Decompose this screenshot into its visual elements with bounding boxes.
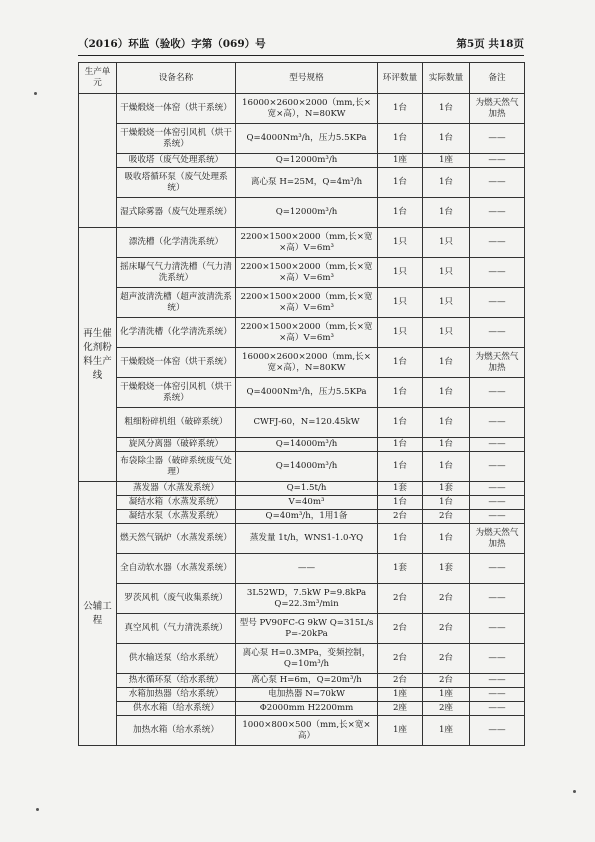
page-header [78, 36, 524, 52]
note-cell: —— [470, 154, 525, 168]
table-row [79, 168, 525, 198]
spec-cell: CWFJ-60，N=120.45kW [236, 408, 378, 438]
eia-quantity-cell: 2台 [378, 674, 423, 688]
actual-quantity-cell: 2座 [423, 702, 470, 716]
spec-cell: Q=14000m³/h [236, 438, 378, 452]
equipment-name-cell: 超声波清洗槽（超声波清洗系统） [117, 288, 236, 318]
equipment-name-cell: 布袋除尘器（破碎系统废气处理） [117, 452, 236, 482]
spec-cell: 离心泵 H=0.3MPa，变频控制，Q=10m³/h [236, 644, 378, 674]
table-row [79, 584, 525, 614]
spec-cell: 2200×1500×2000（mm,长×宽×高）V=6m³ [236, 318, 378, 348]
eia-quantity-cell: 2台 [378, 584, 423, 614]
note-cell: —— [470, 378, 525, 408]
table-row [79, 408, 525, 438]
note-cell: —— [470, 614, 525, 644]
note-cell: —— [470, 674, 525, 688]
table-row [79, 524, 525, 554]
eia-quantity-cell: 1台 [378, 124, 423, 154]
eia-quantity-cell: 1套 [378, 482, 423, 496]
equipment-name-cell: 蒸发器（水蒸发系统） [117, 482, 236, 496]
note-cell: —— [470, 168, 525, 198]
eia-quantity-cell: 1座 [378, 154, 423, 168]
spec-cell: Q=4000Nm³/h，压力5.5KPa [236, 378, 378, 408]
column-header: 型号规格 [236, 63, 378, 94]
note-cell: —— [470, 702, 525, 716]
equipment-name-cell: 加热水箱（给水系统） [117, 716, 236, 746]
header-rule [78, 55, 524, 56]
eia-quantity-cell: 1台 [378, 94, 423, 124]
note-cell: —— [470, 438, 525, 452]
note-cell: —— [470, 688, 525, 702]
actual-quantity-cell: 1台 [423, 348, 470, 378]
eia-quantity-cell: 1座 [378, 688, 423, 702]
note-cell: —— [470, 584, 525, 614]
column-header: 环评数量 [378, 63, 423, 94]
note-cell: —— [470, 644, 525, 674]
table-row [79, 554, 525, 584]
equipment-name-cell: 漂洗槽（化学清洗系统） [117, 228, 236, 258]
spec-cell: 电加热器 N=70kW [236, 688, 378, 702]
spec-cell: Q=40m³/h，1用1备 [236, 510, 378, 524]
table-row [79, 482, 525, 496]
actual-quantity-cell: 1台 [423, 438, 470, 452]
table-row [79, 644, 525, 674]
spec-cell: Q=4000Nm³/h，压力5.5KPa [236, 124, 378, 154]
equipment-name-cell: 粗细粉碎机组（破碎系统） [117, 408, 236, 438]
note-cell: —— [470, 228, 525, 258]
eia-quantity-cell: 1只 [378, 318, 423, 348]
note-cell: —— [470, 482, 525, 496]
eia-quantity-cell: 1台 [378, 408, 423, 438]
actual-quantity-cell: 1台 [423, 496, 470, 510]
table-row [79, 288, 525, 318]
equipment-name-cell: 供水水箱（给水系统） [117, 702, 236, 716]
note-cell: —— [470, 198, 525, 228]
spec-cell: Q=12000m³/h [236, 198, 378, 228]
actual-quantity-cell: 2台 [423, 584, 470, 614]
actual-quantity-cell: 1只 [423, 228, 470, 258]
spec-cell: 16000×2600×2000（mm,长×宽×高），N=80KW [236, 348, 378, 378]
actual-quantity-cell: 2台 [423, 510, 470, 524]
spec-cell: Q=12000m³/h [236, 154, 378, 168]
eia-quantity-cell: 1台 [378, 496, 423, 510]
table-row [79, 510, 525, 524]
page-total: 18 [498, 38, 514, 50]
spec-cell: 2200×1500×2000（mm,长×宽×高）V=6m³ [236, 288, 378, 318]
eia-quantity-cell: 1只 [378, 288, 423, 318]
actual-quantity-cell: 1只 [423, 288, 470, 318]
table-row [79, 124, 525, 154]
table-row [79, 198, 525, 228]
eia-quantity-cell: 1座 [378, 716, 423, 746]
spec-cell: 2200×1500×2000（mm,长×宽×高）V=6m³ [236, 228, 378, 258]
equipment-table [78, 62, 525, 746]
spec-cell: V=40m³ [236, 496, 378, 510]
equipment-name-cell: 供水输送泵（给水系统） [117, 644, 236, 674]
actual-quantity-cell: 1套 [423, 554, 470, 584]
document-number: （2016）环监（验收）字第（069）号 [78, 38, 266, 50]
actual-quantity-cell: 2台 [423, 644, 470, 674]
equipment-name-cell: 湿式除雾器（废气处理系统） [117, 198, 236, 228]
note-cell: 为燃天然气加热 [470, 94, 525, 124]
eia-quantity-cell: 2台 [378, 510, 423, 524]
column-header: 设备名称 [117, 63, 236, 94]
actual-quantity-cell: 1座 [423, 154, 470, 168]
equipment-name-cell: 凝结水泵（水蒸发系统） [117, 510, 236, 524]
actual-quantity-cell: 1台 [423, 452, 470, 482]
eia-quantity-cell: 1台 [378, 348, 423, 378]
table-body [79, 94, 525, 746]
equipment-name-cell: 干燥煅烧一体窑（烘干系统） [117, 94, 236, 124]
table-row [79, 674, 525, 688]
note-cell: —— [470, 510, 525, 524]
note-cell: 为燃天然气加热 [470, 348, 525, 378]
actual-quantity-cell: 1座 [423, 716, 470, 746]
actual-quantity-cell: 1台 [423, 198, 470, 228]
eia-quantity-cell: 2台 [378, 614, 423, 644]
actual-quantity-cell: 2台 [423, 674, 470, 688]
spec-cell: 离心泵 H=6m，Q=20m³/h [236, 674, 378, 688]
eia-quantity-cell: 1台 [378, 378, 423, 408]
note-cell: —— [470, 716, 525, 746]
table-row [79, 688, 525, 702]
table-row [79, 438, 525, 452]
spec-cell: 2200×1500×2000（mm,长×宽×高）V=6m³ [236, 258, 378, 288]
spec-cell: 3L52WD，7.5kW P=9.8kPa Q=22.3m³/min [236, 584, 378, 614]
actual-quantity-cell: 1只 [423, 258, 470, 288]
table-row [79, 258, 525, 288]
equipment-name-cell: 凝结水箱（水蒸发系统） [117, 496, 236, 510]
note-cell: —— [470, 554, 525, 584]
equipment-name-cell: 干燥煅烧一体窑引风机（烘干系统） [117, 378, 236, 408]
production-unit-cell [79, 94, 117, 228]
note-cell: —— [470, 124, 525, 154]
spec-cell: 1000×800×500（mm,长×宽×高） [236, 716, 378, 746]
column-header: 备注 [470, 63, 525, 94]
page-indicator [456, 36, 524, 51]
actual-quantity-cell: 1台 [423, 94, 470, 124]
actual-quantity-cell: 1只 [423, 318, 470, 348]
equipment-name-cell: 干燥煅烧一体窑引风机（烘干系统） [117, 124, 236, 154]
table-row [79, 228, 525, 258]
spec-cell: Φ2000mm H2200mm [236, 702, 378, 716]
eia-quantity-cell: 1只 [378, 228, 423, 258]
table-row [79, 94, 525, 124]
equipment-name-cell: 干燥煅烧一体窑（烘干系统） [117, 348, 236, 378]
actual-quantity-cell: 1台 [423, 524, 470, 554]
scan-speck [573, 790, 576, 793]
scan-speck [34, 92, 37, 95]
actual-quantity-cell: 1座 [423, 688, 470, 702]
table-row [79, 348, 525, 378]
equipment-name-cell: 摇床曝气气力清洗槽（气力清洗系统） [117, 258, 236, 288]
table-row [79, 496, 525, 510]
actual-quantity-cell: 1套 [423, 482, 470, 496]
eia-quantity-cell: 1台 [378, 168, 423, 198]
table-row [79, 702, 525, 716]
equipment-name-cell: 罗茨风机（废气收集系统） [117, 584, 236, 614]
actual-quantity-cell: 1台 [423, 378, 470, 408]
note-cell: 为燃天然气加热 [470, 524, 525, 554]
production-unit-cell: 公辅工程 [79, 482, 117, 746]
scan-speck [36, 808, 39, 811]
table-header-row [79, 63, 525, 94]
column-header: 实际数量 [423, 63, 470, 94]
spec-cell: 离心泵 H=25M，Q=4m³/h [236, 168, 378, 198]
note-cell: —— [470, 452, 525, 482]
equipment-name-cell: 吸收塔循环泵（废气处理系统） [117, 168, 236, 198]
spec-cell: —— [236, 554, 378, 584]
note-cell: —— [470, 288, 525, 318]
spec-cell: 16000×2600×2000（mm,长×宽×高），N=80KW [236, 94, 378, 124]
note-cell: —— [470, 496, 525, 510]
spec-cell: 蒸发量 1t/h，WNS1-1.0-YQ [236, 524, 378, 554]
eia-quantity-cell: 2座 [378, 702, 423, 716]
column-header: 生产单元 [79, 63, 117, 94]
note-cell: —— [470, 258, 525, 288]
page-current: 5 [466, 38, 475, 50]
eia-quantity-cell: 2台 [378, 644, 423, 674]
eia-quantity-cell: 1套 [378, 554, 423, 584]
eia-quantity-cell: 1只 [378, 258, 423, 288]
equipment-name-cell: 化学清洗槽（化学清洗系统） [117, 318, 236, 348]
eia-quantity-cell: 1台 [378, 198, 423, 228]
actual-quantity-cell: 1台 [423, 124, 470, 154]
equipment-name-cell: 全自动软水器（水蒸发系统） [117, 554, 236, 584]
note-cell: —— [470, 318, 525, 348]
table-row [79, 318, 525, 348]
production-unit-cell: 再生催化剂粉料生产线 [79, 228, 117, 482]
equipment-name-cell: 热水循环泵（给水系统） [117, 674, 236, 688]
page-prefix: 第 [456, 38, 467, 50]
page-suffix: 页 [513, 38, 524, 50]
table-row [79, 378, 525, 408]
actual-quantity-cell: 2台 [423, 614, 470, 644]
table-row [79, 716, 525, 746]
table-row [79, 614, 525, 644]
note-cell: —— [470, 408, 525, 438]
equipment-name-cell: 旋风分离器（破碎系统） [117, 438, 236, 452]
page-middle: 页 共 [474, 38, 499, 50]
table-row [79, 154, 525, 168]
actual-quantity-cell: 1台 [423, 168, 470, 198]
equipment-name-cell: 水箱加热器（给水系统） [117, 688, 236, 702]
actual-quantity-cell: 1台 [423, 408, 470, 438]
spec-cell: Q=14000m³/h [236, 452, 378, 482]
eia-quantity-cell: 1台 [378, 524, 423, 554]
eia-quantity-cell: 1台 [378, 438, 423, 452]
equipment-name-cell: 吸收塔（废气处理系统） [117, 154, 236, 168]
eia-quantity-cell: 1台 [378, 452, 423, 482]
table-row [79, 452, 525, 482]
equipment-name-cell: 燃天然气锅炉（水蒸发系统） [117, 524, 236, 554]
spec-cell: 型号 PV90FC-G 9kW Q=315L/s P=-20kPa [236, 614, 378, 644]
spec-cell: Q=1.5t/h [236, 482, 378, 496]
equipment-name-cell: 真空风机（气力清洗系统） [117, 614, 236, 644]
